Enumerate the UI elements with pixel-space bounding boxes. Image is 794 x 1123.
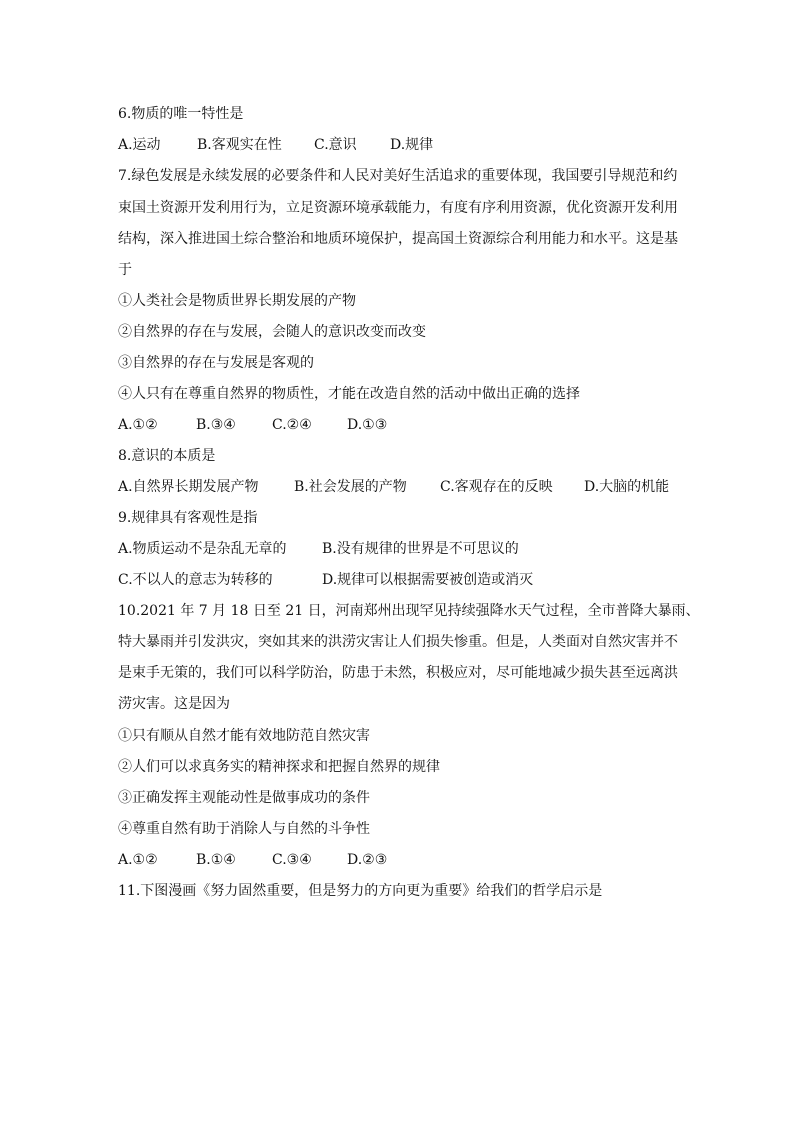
question-7-item-2: ②自然界的存在与发展，会随人的意识改变而改变 xyxy=(118,324,426,340)
option-d: D.规律可以根据需要被创造或消灭 xyxy=(322,572,534,588)
question-9-options-row-2 xyxy=(118,570,678,590)
question-10-stem-line-1: 10.2021 年 7 月 18 日至 21 日，河南郑州出现罕见持续强降水天气过程，全市普降大暴雨、 xyxy=(118,603,700,619)
option-d: D.②③ xyxy=(347,852,388,868)
option-d: D.①③ xyxy=(347,417,388,433)
question-7-item-3: ③自然界的存在与发展是客观的 xyxy=(118,355,314,371)
option-d: D.大脑的机能 xyxy=(584,479,670,495)
option-a: A.运动 xyxy=(118,137,161,153)
question-7-stem-line-1: 7.绿色发展是永续发展的必要条件和人民对美好生活追求的重要体现，我国要引导规范和约 xyxy=(118,168,678,184)
question-10-stem-line-2: 特大暴雨并引发洪灾，突如其来的洪涝灾害让人们损失惨重。但是，人类面对自然灾害并不 xyxy=(118,634,678,650)
question-9-stem: 9.规律具有客观性是指 xyxy=(118,510,258,526)
option-d: D.规律 xyxy=(390,137,434,153)
option-a: A.自然界长期发展产物 xyxy=(118,479,259,495)
option-c: C.不以人的意志为转移的 xyxy=(118,572,273,588)
option-b: B.社会发展的产物 xyxy=(294,479,407,495)
question-10-item-3: ③正确发挥主观能动性是做事成功的条件 xyxy=(118,790,370,806)
question-10-item-1: ①只有顺从自然才能有效地防范自然灾害 xyxy=(118,728,370,744)
question-10-item-2: ②人们可以求真务实的精神探求和把握自然界的规律 xyxy=(118,759,440,775)
option-c: C.②④ xyxy=(272,417,312,433)
question-7-options xyxy=(118,415,678,435)
option-b: B.客观实在性 xyxy=(197,137,282,153)
option-a: A.①② xyxy=(118,417,158,433)
question-7-stem-line-3: 结构，深入推进国土综合整治和地质环境保护，提高国土资源综合利用能力和水平。这是基 xyxy=(118,231,678,247)
question-10-item-4: ④尊重自然有助于消除人与自然的斗争性 xyxy=(118,821,370,837)
question-7-stem-line-2: 束国土资源开发利用行为，立足资源环境承载能力，有度有序利用资源，优化资源开发利用 xyxy=(118,200,678,216)
option-b: B.①④ xyxy=(196,852,236,868)
option-a: A.①② xyxy=(118,852,158,868)
option-b: B.③④ xyxy=(196,417,236,433)
question-7-item-1: ①人类社会是物质世界长期发展的产物 xyxy=(118,293,356,309)
question-6-stem: 6.物质的唯一特性是 xyxy=(118,106,244,122)
option-c: C.意识 xyxy=(314,137,357,153)
option-a: A.物质运动不是杂乱无章的 xyxy=(118,541,287,557)
question-8-options xyxy=(118,477,698,497)
question-7-item-4: ④人只有在尊重自然界的物质性，才能在改造自然的活动中做出正确的选择 xyxy=(118,386,580,402)
question-8-stem: 8.意识的本质是 xyxy=(118,448,216,464)
question-9-options-row-1 xyxy=(118,539,678,559)
question-6-options xyxy=(118,135,678,155)
question-11-stem: 11.下图漫画《努力固然重要，但是努力的方向更为重要》给我们的哲学启示是 xyxy=(118,883,603,899)
question-10-stem-line-4: 涝灾害。这是因为 xyxy=(118,696,230,712)
option-b: B.没有规律的世界是不可思议的 xyxy=(322,541,519,557)
option-c: C.客观存在的反映 xyxy=(440,479,553,495)
question-10-options xyxy=(118,850,678,870)
question-10-stem-line-3: 是束手无策的，我们可以科学防治，防患于未然，积极应对，尽可能地减少损失甚至远离洪 xyxy=(118,665,678,681)
question-7-stem-line-4: 于 xyxy=(118,262,132,278)
option-c: C.③④ xyxy=(272,852,312,868)
